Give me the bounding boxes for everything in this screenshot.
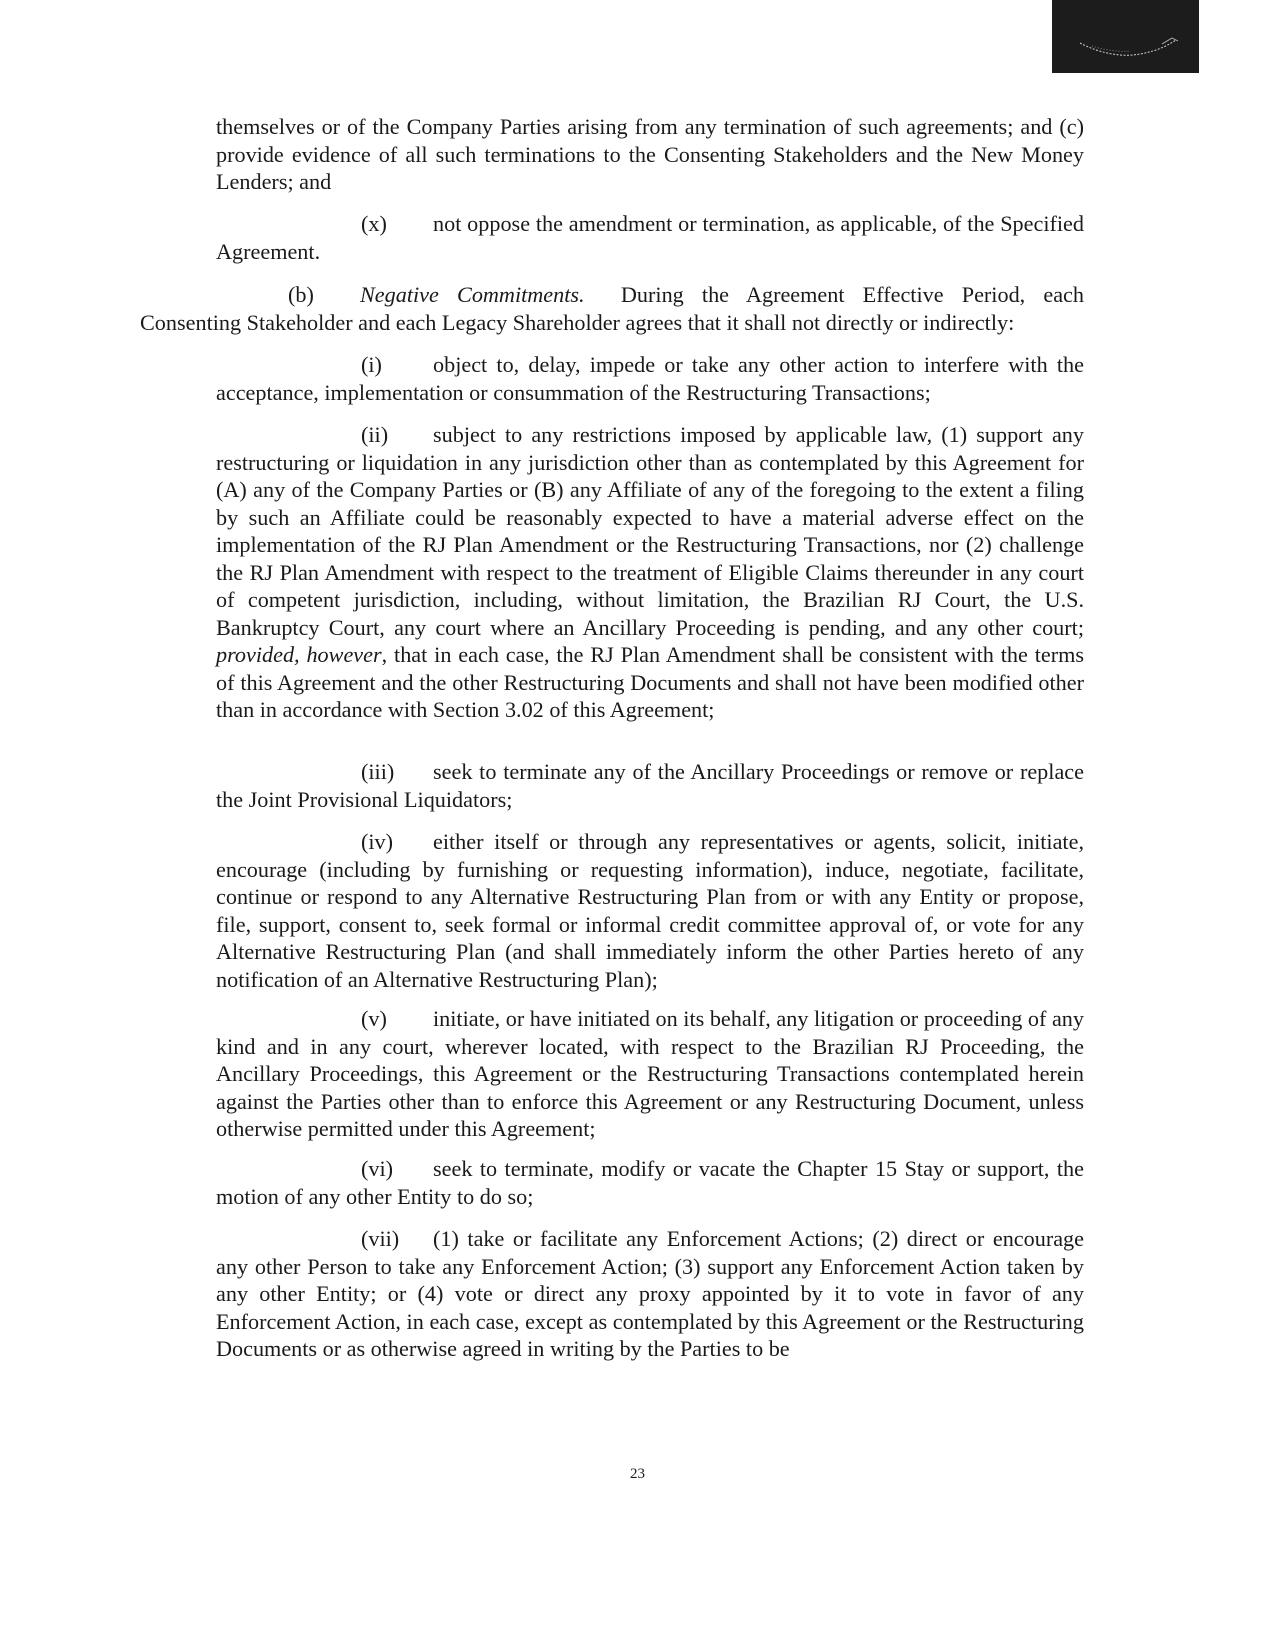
item-marker: (iii) — [361, 759, 395, 784]
item-marker: (vi) — [361, 1156, 394, 1181]
paragraph-text: initiate, or have initiated on its behalf, any litigation or proceeding of any kind and in any court, wherever located, with respect to the Brazilian RJ Proceeding, the Ancillary Proceedings, this Agreement or the Restructuring Transactions contemplated herein against the Parties other than to enforce this Agreement or any Restructuring Document, unless otherwise permitted under this Agreement; — [216, 1006, 1084, 1141]
paragraph-text-continued: , that in each case, the RJ Plan Amendment shall be consistent with the terms of this Agreement and the other Restructuring Documents and shall not have been modified other than in accordance with Section 3.02 of this Agreement; — [216, 642, 1084, 722]
item-marker: (i) — [361, 352, 382, 377]
paragraph-text: object to, delay, impede or take any other action to interfere with the acceptance, implementation or consummation of the Restructuring Transactions; — [216, 352, 1084, 405]
item-marker: (vii) — [361, 1226, 400, 1251]
paragraph-item-ii — [216, 421, 1084, 724]
item-marker: (iv) — [361, 829, 394, 854]
paragraph-continuation — [216, 113, 1084, 196]
paragraph-text: themselves or of the Company Parties arising from any termination of such agreements; and (c) provide evidence of all such terminations to the Consenting Stakeholders and the New Money Lenders; and — [216, 114, 1084, 194]
section-heading: Negative Commitments. — [360, 282, 585, 307]
paragraph-text: During the Agreement Effective Period, each Consenting Stakeholder and each Legacy Shareholder agrees that it shall not directly or indirectly: — [140, 282, 1084, 335]
paragraph-text: seek to terminate any of the Ancillary Proceedings or remove or replace the Joint Provisional Liquidators; — [216, 759, 1084, 812]
paragraph-text: either itself or through any representatives or agents, solicit, initiate, encourage (including by furnishing or requesting information), induce, negotiate, facilitate, continue or respond to any Alternative Restructuring Plan from or with any Entity or propose, file, support, consent to, seek formal or informal credit committee approval of, or vote for any Alternative Restructuring Plan (and shall immediately inform the other Parties hereto of any notification of an Alternative Restructuring Plan); — [216, 829, 1084, 992]
paragraph-item-x — [216, 210, 1084, 265]
item-marker: (ii) — [361, 422, 389, 447]
paragraph-item-iv — [216, 828, 1084, 993]
paragraph-item-i — [216, 351, 1084, 406]
proviso-text: provided, however — [216, 642, 382, 667]
section-marker: (b) — [288, 282, 314, 307]
paragraph-item-v — [216, 1005, 1084, 1143]
page-number: 23 — [630, 1466, 645, 1482]
item-marker: (x) — [361, 211, 387, 236]
paragraph-text: subject to any restrictions imposed by applicable law, (1) support any restructuring or liquidation in any jurisdiction other than as contemplated by this Agreement for (A) any of the Company Parties or (B) any Affiliate of any of the foregoing to the extent a filing by such an Affiliate could be reasonably expected to have a material adverse effect on the implementation of the RJ Plan Amendment or the Restructuring Transactions, nor (2) challenge the RJ Plan Amendment with respect to the treatment of Eligible Claims thereunder in any court of competent jurisdiction, including, without limitation, the Brazilian RJ Court, the U.S. Bankruptcy Court, any court where an Ancillary Proceeding is pending, and any other court; — [216, 422, 1084, 640]
paragraph-item-vi — [216, 1155, 1084, 1210]
paragraph-section-b — [140, 281, 1084, 336]
item-marker: (v) — [361, 1006, 387, 1031]
paragraph-text: not oppose the amendment or termination, as applicable, of the Specified Agreement. — [216, 211, 1084, 264]
paragraph-item-vii — [216, 1225, 1084, 1363]
paragraph-item-iii — [216, 758, 1084, 813]
paragraph-text: seek to terminate, modify or vacate the Chapter 15 Stay or support, the motion of any other Entity to do so; — [216, 1156, 1084, 1209]
paragraph-text: (1) take or facilitate any Enforcement Actions; (2) direct or encourage any other Person to take any Enforcement Action; (3) support any Enforcement Action taken by any other Entity; or (4) vote or direct any proxy appointed by it to vote in favor of any Enforcement Action, in each case, except as contemplated by this Agreement or the Restructuring Documents or as otherwise agreed in writing by the Parties to be — [216, 1226, 1084, 1361]
